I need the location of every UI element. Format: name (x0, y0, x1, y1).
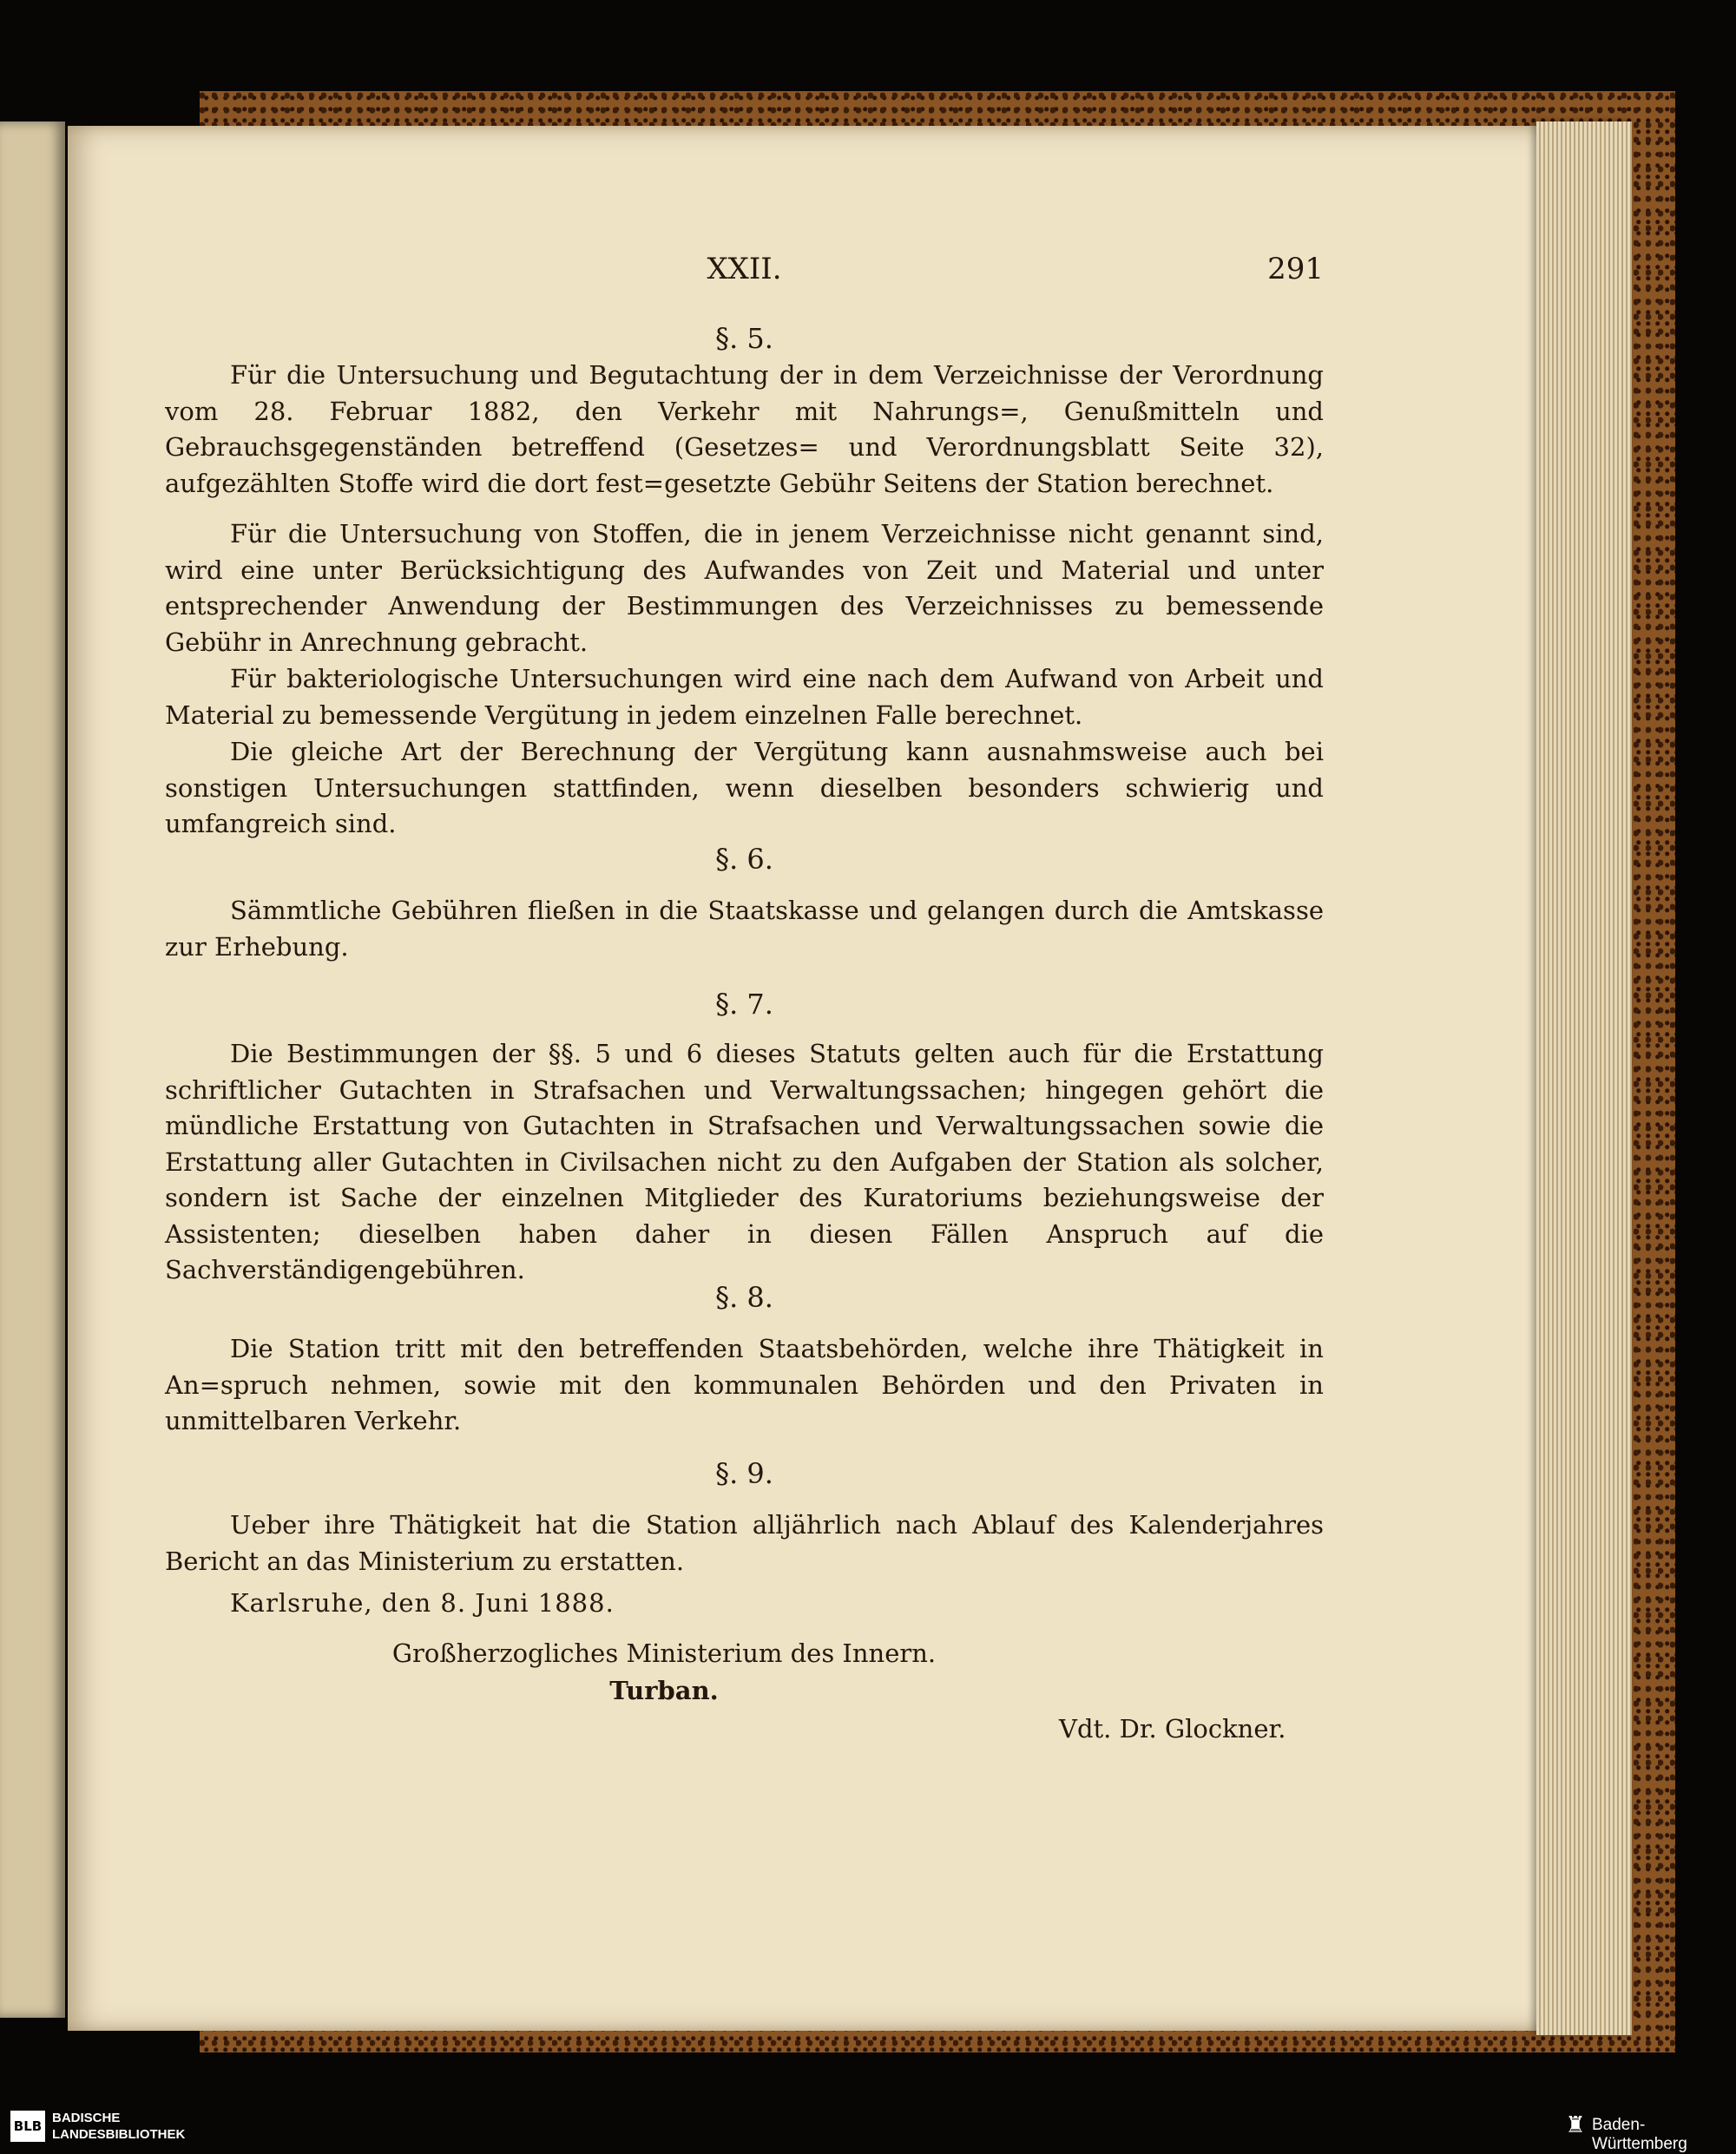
footer-bar (0, 2104, 1736, 2149)
paragraph-5-4: Die gleiche Art der Berechnung der Vergütung kann ausnahmsweise auch bei sonstigen Untersuchungen stattfinden, wenn dieselben besonders schwierig und umfangreich sind. (165, 737, 1324, 838)
paragraph-7-1: Die Bestimmungen der §§. 5 und 6 dieses Statuts gelten auch für die Erstattung schriftlicher Gutachten in Strafsachen und Verwaltungssachen; hingegen gehört die mündliche Erstattung von Gutachten in Strafsachen und Verwaltungssachen sowie die Erstattung aller Gutachten in Civilsachen nicht zu den Aufgaben der Station als solcher, sondern ist Sache der einzelnen Mitglieder des Kuratoriums beziehungsweise der Assistenten; dieselben haben daher in diesen Fällen Anspruch auf die Sachverständigengebühren. (165, 1039, 1324, 1284)
signatory: Turban. (609, 1676, 719, 1705)
coat-of-arms-icon: ♜ (1565, 2112, 1586, 2138)
section-heading-8: §. 8. (715, 1281, 773, 1314)
library-name-line1: BADISCHE (52, 2111, 121, 2125)
paragraph-5-2: Für die Untersuchung von Stoffen, die in jenem Verzeichnisse nicht genannt sind, wird eine unter Berücksichtigung des Aufwandes von Zeit und Material und unter entsprechender Anwendung der Bestimmungen des Verzeichnisses zu bemessende Gebühr in Anrechnung gebracht. (165, 519, 1324, 657)
section-heading-5: §. 5. (715, 322, 773, 355)
running-header (165, 252, 1324, 295)
library-name[interactable] (52, 2110, 185, 2143)
paragraph-8-1: Die Station tritt mit den betreffenden Staatsbehörden, welche ihre Thätigkeit in An=spruch nehmen, sowie mit den kommunalen Behörden und den Privaten in unmittelbaren Verkehr. (165, 1334, 1324, 1435)
section-heading-9: §. 9. (715, 1457, 773, 1490)
section-heading-7: §. 7. (715, 988, 773, 1021)
place-date: Karlsruhe, den 8. Juni 1888. (230, 1588, 615, 1618)
blb-logo-icon[interactable]: BLB (10, 2111, 45, 2142)
chapter-number: XXII. (707, 252, 782, 286)
page-number: 291 (1267, 252, 1324, 286)
library-name-line2: LANDESBIBLIOTHEK (52, 2127, 186, 2142)
paragraph-5-3: Für bakteriologische Untersuchungen wird eine nach dem Aufwand von Arbeit und Material zu bemessende Vergütung in jedem einzelnen Falle berechnet. (165, 664, 1324, 730)
countersignature: Vdt. Dr. Glockner. (1059, 1714, 1286, 1744)
paragraph-5-1: Für die Untersuchung und Begutachtung der in dem Verzeichnisse der Verordnung vom 28. Februar 1882, den Verkehr mit Nahrungs=, Genußmitteln und Gebrauchsgegenständen betreffend (Gesetzes= und Verordnungsblatt Seite 32), aufgezählten Stoffe wird die dort fest=gesetzte Gebühr Seitens der Station berechnet. (165, 360, 1324, 498)
state-name[interactable]: Baden-Württemberg (1592, 2116, 1687, 2153)
section-heading-6: §. 6. (715, 843, 773, 876)
page-edges (1536, 121, 1632, 2035)
paragraph-6-1: Sämmtliche Gebühren fließen in die Staatskasse und gelangen durch die Amtskasse zur Erhebung. (165, 896, 1324, 962)
left-page-edge (0, 121, 65, 2018)
paragraph-9-1: Ueber ihre Thätigkeit hat die Station alljährlich nach Ablauf des Kalenderjahres Bericht an das Ministerium zu erstatten. (165, 1510, 1324, 1576)
ministry-name: Großherzogliches Ministerium des Innern. (391, 1638, 937, 1668)
